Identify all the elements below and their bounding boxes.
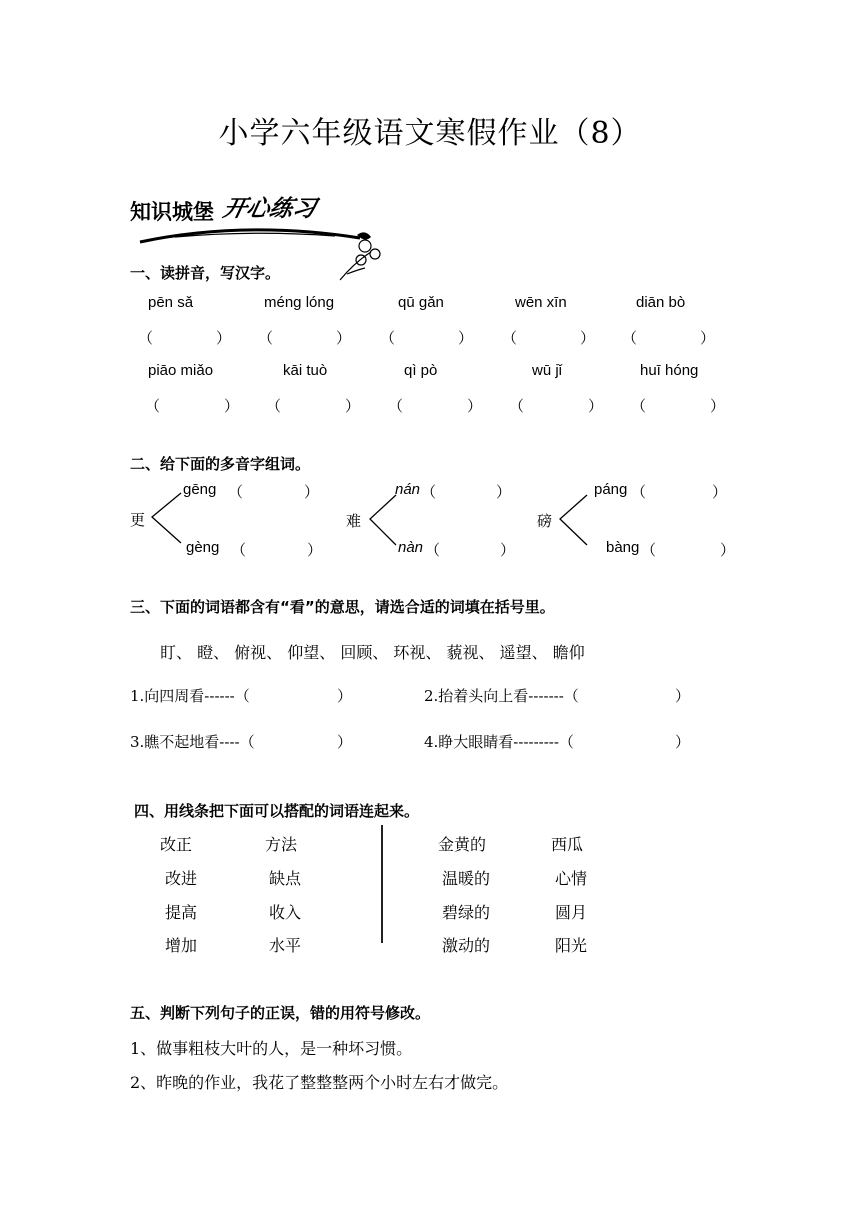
answer-paren-close: ） <box>337 733 353 751</box>
bracket-lines <box>0 0 860 600</box>
answer-paren-open: （ <box>622 329 638 347</box>
question-1: 1.向四周看------（ <box>130 687 250 705</box>
answer-paren-close: ） <box>580 329 596 347</box>
question-3: 3.瞧不起地看----（ <box>130 733 255 751</box>
pinyin: nán <box>395 481 421 498</box>
section-banner-script: 开心练习 <box>220 195 319 222</box>
answer-paren-close: ） <box>337 687 353 705</box>
answer-paren-open: （ <box>138 329 154 347</box>
s1-heading: 一、读拼音，写汉字。 <box>130 264 281 282</box>
answer-paren-open: （ <box>258 329 274 347</box>
s3-heading: 三、下面的词语都含有“看”的意思，请选合适的词填在括号里。 <box>130 598 555 616</box>
answer-paren-close: ） <box>467 397 483 415</box>
pinyin: piāo miǎo <box>148 362 214 379</box>
pinyin: páng <box>594 481 628 498</box>
pinyin: huī hóng <box>640 362 699 379</box>
answer-paren-open: （ <box>228 483 244 501</box>
answer-paren-open: （ <box>145 397 161 415</box>
answer-paren-open: （ <box>421 483 437 501</box>
s4-heading: 四、用线条把下面可以搭配的词语连起来。 <box>134 802 420 820</box>
match-word: 温暖的 <box>442 869 491 888</box>
question-2: 2.抬着头向上看-------（ <box>424 687 579 705</box>
answer-paren-close: ） <box>345 397 361 415</box>
answer-paren-open: （ <box>502 329 518 347</box>
answer-paren-open: （ <box>641 541 657 559</box>
answer-paren-open: （ <box>509 397 525 415</box>
answer-paren-close: ） <box>675 687 691 705</box>
match-word: 方法 <box>265 835 298 854</box>
answer-paren-open: （ <box>266 397 282 415</box>
answer-paren-close: ） <box>588 397 604 415</box>
pinyin: diān bò <box>636 294 686 311</box>
match-word: 收入 <box>269 903 302 922</box>
answer-paren-close: ） <box>216 329 232 347</box>
match-word: 改进 <box>165 869 198 888</box>
answer-paren-close: ） <box>720 541 736 559</box>
polyphonic-char: 难 <box>346 512 362 530</box>
s5-heading: 五、判断下列句子的正误，错的用符号修改。 <box>130 1004 431 1022</box>
pinyin: méng lóng <box>264 294 335 311</box>
answer-paren-close: ） <box>700 329 716 347</box>
answer-paren-close: ） <box>712 483 728 501</box>
answer-paren-open: （ <box>631 397 647 415</box>
answer-paren-close: ） <box>224 397 240 415</box>
section-banner-title: 知识城堡 <box>130 200 214 224</box>
answer-paren-open: （ <box>380 329 396 347</box>
pinyin: nàn <box>398 539 424 556</box>
sentence-item: 2、昨晚的作业，我花了整整整两个小时左右才做完。 <box>130 1073 509 1092</box>
match-word: 激动的 <box>442 936 491 955</box>
answer-paren-close: ） <box>307 541 323 559</box>
sentence-item: 1、做事粗枝大叶的人，是一种坏习惯。 <box>130 1039 413 1058</box>
question-4: 4.睁大眼睛看---------（ <box>424 733 574 751</box>
pinyin: gèng <box>186 539 220 556</box>
match-word: 阳光 <box>555 936 588 955</box>
pinyin: qū gǎn <box>398 294 444 311</box>
polyphonic-char: 更 <box>130 511 146 529</box>
match-word: 改正 <box>160 835 193 854</box>
pinyin: bàng <box>606 539 640 556</box>
answer-paren-close: ） <box>500 541 516 559</box>
match-word: 西瓜 <box>551 835 584 854</box>
match-word: 缺点 <box>269 869 302 888</box>
s2-heading: 二、给下面的多音字组词。 <box>130 455 311 473</box>
pinyin: qì pò <box>404 362 438 379</box>
column-divider <box>381 825 383 943</box>
answer-paren-open: （ <box>631 483 647 501</box>
answer-paren-open: （ <box>425 541 441 559</box>
word-bank: 盯、 瞪、 俯视、 仰望、 回顾、 环视、 藐视、 遥望、 瞻仰 <box>160 643 585 662</box>
match-word: 增加 <box>165 936 198 955</box>
match-word: 水平 <box>269 936 302 955</box>
answer-paren-close: ） <box>675 733 691 751</box>
match-word: 提高 <box>165 903 198 922</box>
answer-paren-close: ） <box>304 483 320 501</box>
match-word: 碧绿的 <box>442 903 491 922</box>
page-title: 小学六年级语文寒假作业（8） <box>218 116 642 151</box>
pinyin: wēn xīn <box>515 294 567 311</box>
polyphonic-char: 磅 <box>537 512 553 530</box>
answer-paren-close: ） <box>336 329 352 347</box>
answer-paren-close: ） <box>458 329 474 347</box>
pinyin: gēng <box>183 481 217 498</box>
match-word: 金黄的 <box>438 835 487 854</box>
pinyin: pēn sǎ <box>148 294 194 311</box>
match-word: 心情 <box>555 869 588 888</box>
answer-paren-close: ） <box>496 483 512 501</box>
pinyin: kāi tuò <box>283 362 328 379</box>
pinyin: wū jǐ <box>532 362 563 379</box>
answer-paren-open: （ <box>388 397 404 415</box>
answer-paren-open: （ <box>231 541 247 559</box>
match-word: 圆月 <box>555 903 588 922</box>
answer-paren-close: ） <box>710 397 726 415</box>
